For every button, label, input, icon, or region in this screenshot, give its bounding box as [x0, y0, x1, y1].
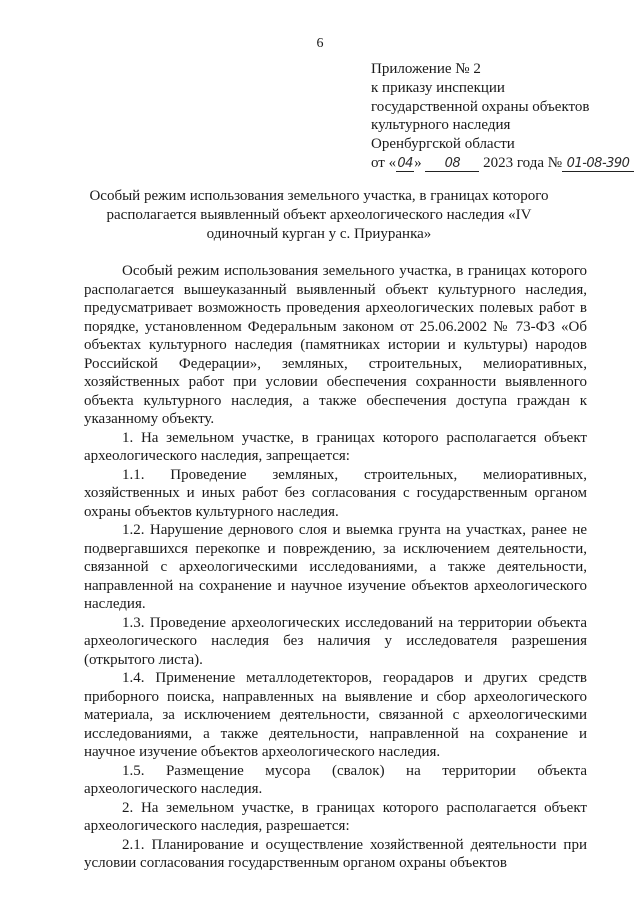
paragraph-2: 2. На земельном участке, в границах которого располагается объект археологического наследия, разрешается: — [84, 799, 587, 834]
appendix-title: Приложение № 2 — [371, 61, 481, 77]
paragraph-1-5: 1.5. Размещение мусора (свалок) на территории объекта археологического наследия. — [84, 762, 587, 797]
appendix-line-region: Оренбургской области — [371, 136, 515, 153]
handwritten-order-number: 01-08-390 — [562, 156, 634, 172]
year-text: 2023 года № — [483, 154, 563, 171]
date-prefix: от « — [371, 154, 397, 171]
paragraph-intro: Особый режим использования земельного участка, в границах которого располагается вышеуказанный выявленный объект культурного наследия, предусматривает возможность проведения археологических полевых работ в порядке, установленном Федеральным законом от 25.06.2002 № 73-ФЗ «Об объектах культурного наследия (памятниках истории и культуры) народов Российской Федерации», земляных, строительных, мелиоративных, хозяйственных работ при условии обеспечения сохранности выявленного объекта культурного наследия, а также обеспечения доступа граждан к указанному объекту. — [84, 263, 587, 427]
handwritten-month: 08 — [425, 156, 479, 172]
handwritten-day: 04 — [397, 155, 413, 171]
paragraph-1-2: 1.2. Нарушение дернового слоя и выемка грунта на участках, ранее не подвергавшихся перекопке и повреждению, за исключением деятельности, связанной с археологическими исследованиями, а также деятельности, направленной на сохранение и научное изучение объектов археологического наследия. — [84, 522, 587, 612]
appendix-line-inspection: государственной охраны объектов — [371, 98, 590, 115]
paragraph-1-1: 1.1. Проведение земляных, строительных, мелиоративных, хозяйственных и иных работ без согласования с государственным органом охраны объектов культурного наследия. — [84, 466, 587, 520]
paragraph-1: 1. На земельном участке, в границах которого располагается объект археологического наследия, запрещается: — [84, 429, 587, 464]
document-title: Особый режим использования земельного участка, в границах которого располагается выявленный объект археологического наследия «IV одиночный курган у с. Приуранка» — [89, 188, 549, 242]
appendix-line-order: к приказу инспекции — [371, 79, 505, 96]
page-number: 6 — [316, 36, 324, 51]
document-body — [84, 262, 587, 873]
paragraph-2-1: 2.1. Планирование и осуществление хозяйственной деятельности при условии согласования государственным органом охраны объектов — [84, 836, 587, 871]
date-mid: » — [414, 154, 422, 171]
paragraph-1-3: 1.3. Проведение археологических исследований на территории объекта археологического наследия без наличия у исследователя разрешения (открытого листа). — [84, 614, 587, 668]
appendix-date-line — [371, 154, 631, 173]
appendix-block — [371, 60, 631, 173]
paragraph-1-4: 1.4. Применение металлодетекторов, георадаров и других средств приборного поиска, направленных на выявление и сбор археологического материала, за исключением деятельности, связанной с археологическими исследованиями, а также деятельности, направленной на сохранение и научное изучение объектов археологического наследия. — [84, 670, 587, 760]
appendix-line-heritage: культурного наследия — [371, 117, 511, 134]
